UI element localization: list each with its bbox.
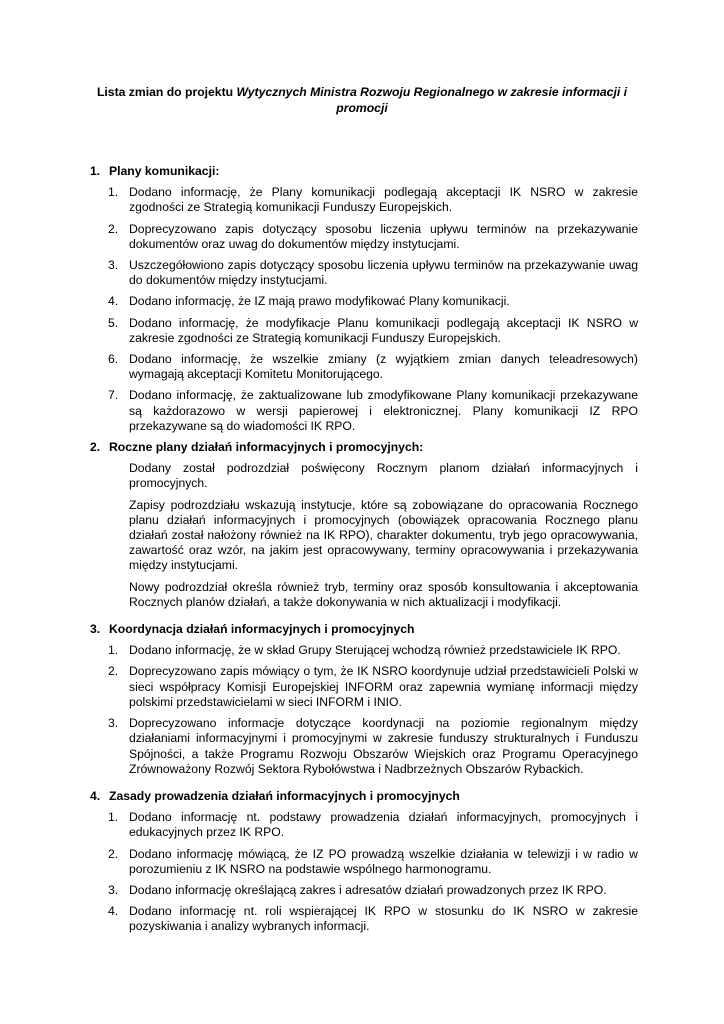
list-item: 5. Dodano informację, że modyfikacje Planu komunikacji podlegają akceptacji IK NSRO w zakresie zgodności ze Strategią komunikacji Funduszy Europejskich. <box>108 315 638 345</box>
list-item: 2. Dodano informację mówiącą, że IZ PO prowadzą wszelkie działania w telewizji i w radio w porozumieniu z IK NSRO na podstawie wspólnego harmonogramu. <box>108 846 638 876</box>
list-item: 3. Uszczegółowiono zapis dotyczący sposobu liczenia upływu terminów na przekazywanie uwag do dokumentów między instytucjami. <box>108 258 638 288</box>
section-heading <box>90 440 638 455</box>
section-heading <box>90 789 638 804</box>
section-list <box>90 810 638 934</box>
section-title: Roczne plany działań informacyjnych i promocyjnych: <box>109 440 424 455</box>
list-item: 2. Doprecyzowano zapis mówiący o tym, że IK NSRO koordynuje udział przedstawicieli Polski w sieci współpracy Komisji Europejskiej INFORM oraz zapewnia wymianę informacji między polskimi przedstawicielami w sieci INFORM i INIO. <box>108 664 638 709</box>
list-item: 1. Dodano informację, że w skład Grupy Sterującej wchodzą również przedstawiciele IK RPO. <box>108 643 621 658</box>
list-item: 4. Dodano informację, że IZ mają prawo modyfikować Plany komunikacji. <box>108 294 510 309</box>
section-number: 4. <box>90 788 101 803</box>
paragraph: Nowy podrozdział określa również tryb, terminy oraz sposób konsultowania i akceptowania Rocznych planów działań, a także dokonywania w nich aktualizacji i modyfikacji. <box>129 579 638 609</box>
title-prefix: Lista zmian do projektu <box>96 85 237 99</box>
section-koordynacja <box>90 622 638 777</box>
list-item: 1. Dodano informację nt. podstawy prowadzenia działań informacyjnych, promocyjnych i edukacyjnych przez IK RPO. <box>108 810 638 840</box>
section-heading <box>90 622 638 637</box>
section-zasady <box>90 789 638 935</box>
list-item: 1. Dodano informację, że Plany komunikacji podlegają akceptacji IK NSRO w zakresie zgodności ze Strategią komunikacji Funduszy Europejskich. <box>108 185 638 215</box>
list-item: 2. Doprecyzowano zapis dotyczący sposobu liczenia upływu terminów na przekazywanie dokumentów oraz uwag do dokumentów między instytucjami. <box>108 221 638 251</box>
section-roczne-plany <box>90 440 638 610</box>
list-item: 3. Doprecyzowano informacje dotyczące koordynacji na poziomie regionalnym między działaniami informacyjnymi i promocyjnymi w zakresie funduszy strukturalnych i Funduszu Spójności, a także Programu Rozwoju Obszarów Wiejskich oraz Programu Operacyjnego Zrównoważony Rozwój Sektora Rybołówstwa i Nadbrzeżnych Obszarów Rybackich. <box>108 716 638 776</box>
section-number: 2. <box>90 440 101 455</box>
page-title <box>90 84 634 116</box>
section-number: 1. <box>90 164 101 178</box>
list-item: 6. Dodano informację, że wszelkie zmiany (z wyjątkiem zmian danych teleadresowych) wymagają akceptacji Komitetu Monitorującego. <box>108 352 638 382</box>
section-title: Plany komunikacji: <box>109 164 220 178</box>
section-title: Zasady prowadzenia działań informacyjnych i promocyjnych <box>109 788 460 803</box>
section-list <box>90 643 638 777</box>
section-list <box>90 185 638 434</box>
title-italic: Wytycznych Ministra Rozwoju Regionalnego w zakresie informacji i promocji <box>236 85 628 115</box>
list-item: 3. Dodano informację określającą zakres i adresatów działań prowadzonych przez IK RPO. <box>108 882 607 897</box>
section-title: Koordynacja działań informacyjnych i promocyjnych <box>109 622 415 637</box>
section-number: 3. <box>90 622 101 637</box>
section-plany-komunikacji <box>90 164 638 434</box>
section-heading <box>90 164 638 179</box>
section-paragraphs <box>129 461 638 610</box>
paragraph: Zapisy podrozdziału wskazują instytucje, które są zobowiązane do opracowania Rocznego planu działań informacyjnych i promocyjnych (obowiązek opracowania Rocznego planu działań został nałożony również na IK RPO), charakter dokumentu, tryb jego opracowywania, zawartość oraz wzór, na jakim jest opracowywany, terminy opracowywania i przekazywania między instytucjami. <box>129 497 638 573</box>
document-body <box>90 164 638 941</box>
paragraph: Dodany został podrozdział poświęcony Rocznym planom działań informacyjnych i promocyjnych. <box>129 461 638 491</box>
list-item: 4. Dodano informację nt. roli wspierającej IK RPO w stosunku do IK NSRO w zakresie pozyskiwania i analizy wybranych informacji. <box>108 904 638 934</box>
list-item: 7. Dodano informację, że zaktualizowane lub zmodyfikowane Plany komunikacji przekazywane są każdorazowo w wersji papierowej i elektronicznej. Plany komunikacji IZ RPO przekazywane są do wiadomości IK RPO. <box>108 388 638 433</box>
